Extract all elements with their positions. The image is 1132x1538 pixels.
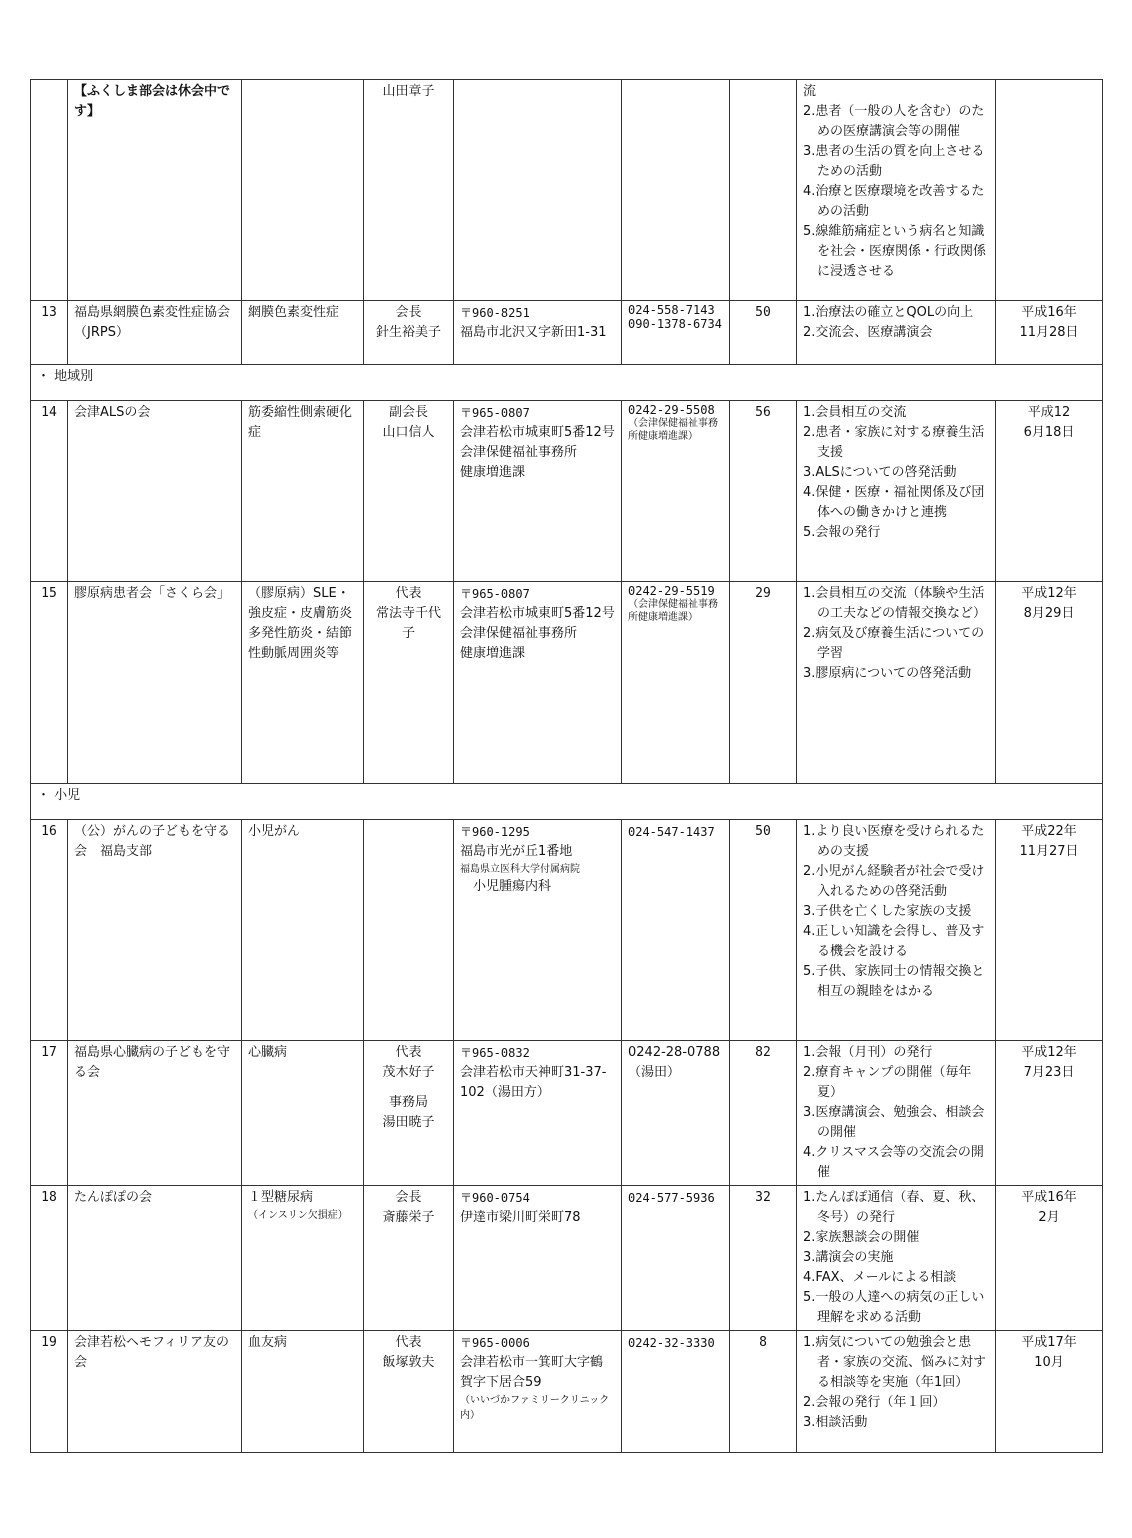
cell-founded-date [996, 1331, 1103, 1453]
cell-activities [797, 820, 996, 1041]
cell-activities [797, 1041, 996, 1186]
date-day: 8月29日 [1023, 606, 1075, 621]
phone-number: 0242-29-5508 [628, 403, 715, 417]
activity-item: 3.相談活動 [803, 1415, 868, 1430]
address-line: 福島市光が丘1番地 [460, 844, 573, 859]
address-line: 会津保健福祉事務所 [460, 626, 578, 641]
address-line: 会津若松市一箕町大字鶴賀字下居合59 [460, 1355, 604, 1390]
cell-phone [622, 1186, 730, 1331]
section-heading-region: ・ 地域別 [31, 365, 1103, 401]
cell-phone [622, 301, 730, 365]
activity-item: 4.保健・医療・福祉関係及び団体への働きかけと連携 [803, 485, 985, 520]
cell-representative [364, 401, 454, 582]
postal-code: 〒965-0807 [460, 587, 530, 601]
cell-member-count [730, 80, 797, 301]
date-year: 平成12 [1027, 405, 1071, 420]
address-line: 健康増進課 [460, 646, 526, 661]
activity-item: 1.病気についての勉強会と患者・家族の交流、悩みに対する相談等を実施（年1回） [803, 1335, 987, 1390]
cell-address [454, 80, 622, 301]
cell-number: 18 [31, 1186, 68, 1331]
activity-item: 5.子供、家族同士の情報交換と相互の親睦をはかる [803, 964, 985, 999]
activity-item: 4.クリスマス会等の交流会の開催 [803, 1145, 984, 1180]
postal-code: 〒960-8251 [460, 306, 530, 320]
activity-item: 3.講演会の実施 [803, 1250, 894, 1265]
rep-name: 茂木好子 [382, 1065, 435, 1080]
phone-note: （会津保健福祉事務所健康増進課） [628, 418, 718, 442]
cell-phone [622, 1041, 730, 1186]
date-year: 平成22年 [1021, 824, 1077, 839]
rep-title: 代表 [395, 586, 422, 601]
address-line: 福島県立医科大学付属病院 [460, 864, 580, 875]
cell-representative [364, 820, 454, 1041]
cell-address [454, 820, 622, 1041]
activity-item: 1.たんぽぽ通信（春、夏、秋、冬号）の発行 [803, 1190, 985, 1225]
cell-disease: 小児がん [242, 820, 364, 1041]
cell-activities [797, 301, 996, 365]
cell-phone [622, 1331, 730, 1453]
activity-item: 1.会報（月刊）の発行 [803, 1045, 933, 1060]
cell-number: 16 [31, 820, 68, 1041]
activity-item: 3.患者の生活の質を向上させるための活動 [803, 144, 985, 179]
cell-activities [797, 401, 996, 582]
activity-item: 2.病気及び療養生活についての学習 [803, 626, 985, 661]
postal-code: 〒965-0832 [460, 1046, 530, 1060]
table-row [31, 301, 1103, 365]
cell-founded-date [996, 820, 1103, 1041]
rep-name: 針生裕美子 [375, 325, 441, 340]
cell-group-name: 福島県心臓病の子どもを守る会 [68, 1041, 242, 1186]
activity-item: 2.会報の発行（年１回） [803, 1395, 946, 1410]
activity-item: 1.治療法の確立とQOLの向上 [803, 305, 974, 320]
date-year: 平成16年 [1021, 305, 1077, 320]
patient-groups-table [30, 79, 1103, 1453]
cell-disease: 筋委縮性側索硬化症 [242, 401, 364, 582]
cell-founded-date [996, 1041, 1103, 1186]
cell-address [454, 582, 622, 784]
activity-item: 1.会員相互の交流（体験や生活の工夫などの情報交換など） [803, 586, 987, 621]
cell-number: 17 [31, 1041, 68, 1186]
cell-representative [364, 301, 454, 365]
cell-group-name: 【ふくしま部会は休会中です】 [68, 80, 242, 301]
cell-representative [364, 582, 454, 784]
activity-item: 2.交流会、医療講演会 [803, 325, 933, 340]
rep-name: 斎藤栄子 [382, 1210, 435, 1225]
table-row-continued [31, 80, 1103, 301]
cell-founded-date [996, 80, 1103, 301]
cell-phone [622, 80, 730, 301]
address-line: （いいづかファミリークリニック内） [460, 1395, 610, 1421]
cell-disease: 心臓病 [242, 1041, 364, 1186]
cell-activities [797, 80, 996, 301]
table-row [31, 1041, 1103, 1186]
postal-code: 〒965-0006 [460, 1336, 530, 1350]
cell-address [454, 1186, 622, 1331]
cell-activities [797, 582, 996, 784]
cell-address [454, 401, 622, 582]
cell-representative [364, 1186, 454, 1331]
activity-item: 4.FAX、メールによる相談 [803, 1270, 957, 1285]
address-line: 会津若松市天神町31-37-102（湯田方） [460, 1065, 607, 1100]
cell-address [454, 1331, 622, 1453]
cell-founded-date [996, 301, 1103, 365]
cell-number: 14 [31, 401, 68, 582]
cell-member-count: 29 [730, 582, 797, 784]
rep-name: 湯田暁子 [382, 1115, 435, 1130]
address-line: 福島市北沢又字新田1-31 [460, 325, 607, 340]
phone-number: 090-1378-6734 [628, 317, 722, 331]
date-day: 2月 [1038, 1210, 1060, 1225]
date-day: 11月27日 [1019, 844, 1079, 859]
rep-title: 会長 [395, 305, 422, 320]
activity-item: 3.医療講演会、勉強会、相談会の開催 [803, 1105, 985, 1140]
date-day: 10月 [1034, 1355, 1064, 1370]
cell-representative [364, 1331, 454, 1453]
disease-note: （インスリン欠損症） [248, 1210, 348, 1221]
cell-member-count: 82 [730, 1041, 797, 1186]
activity-item: 2.患者・家族に対する療養生活支援 [803, 425, 985, 460]
cell-member-count: 56 [730, 401, 797, 582]
cell-activities [797, 1331, 996, 1453]
cell-number: 15 [31, 582, 68, 784]
rep-name: 飯塚敦夫 [382, 1355, 435, 1370]
postal-code: 〒960-0754 [460, 1191, 530, 1205]
rep-name: 常法寺千代子 [375, 606, 441, 641]
activity-item: 1.会員相互の交流 [803, 405, 907, 420]
date-year: 平成17年 [1021, 1335, 1077, 1350]
cell-phone [622, 582, 730, 784]
cell-member-count: 50 [730, 820, 797, 1041]
rep-title: 事務局 [388, 1095, 428, 1110]
cell-phone [622, 401, 730, 582]
phone-note: （会津保健福祉事務所健康増進課） [628, 599, 718, 623]
date-day: 11月28日 [1019, 325, 1079, 340]
cell-group-name: 福島県網膜色素変性症協会（JRPS） [68, 301, 242, 365]
date-year: 平成16年 [1021, 1190, 1077, 1205]
activity-item: 流 [803, 84, 817, 99]
table-row [31, 1331, 1103, 1453]
rep-name: 山口信人 [382, 425, 435, 440]
section-row [31, 365, 1103, 401]
phone-number: 024-577-5936 [628, 1191, 715, 1205]
activity-item: 5.会報の発行 [803, 525, 881, 540]
cell-group-name: （公）がんの子どもを守る会 福島支部 [68, 820, 242, 1041]
cell-group-name: 会津ALSの会 [68, 401, 242, 582]
activity-item: 4.正しい知識を会得し、普及する機会を設ける [803, 924, 985, 959]
table-row [31, 820, 1103, 1041]
table-row [31, 582, 1103, 784]
phone-number: 0242-28-0788（湯田） [628, 1045, 721, 1080]
address-line: 小児腫瘍内科 [460, 879, 552, 894]
cell-member-count: 8 [730, 1331, 797, 1453]
address-line: 伊達市梁川町栄町78 [460, 1210, 581, 1225]
activity-item: 3.子供を亡くした家族の支援 [803, 904, 972, 919]
section-row [31, 784, 1103, 820]
address-line: 会津若松市城東町5番12号 [460, 606, 615, 621]
cell-number: 19 [31, 1331, 68, 1453]
cell-group-name: 膠原病患者会「さくら会」 [68, 582, 242, 784]
rep-title: 会長 [395, 1190, 422, 1205]
cell-founded-date [996, 582, 1103, 784]
section-heading-children: ・ 小児 [31, 784, 1103, 820]
date-year: 平成12年 [1021, 1045, 1077, 1060]
rep-title: 副会長 [388, 405, 428, 420]
cell-founded-date [996, 401, 1103, 582]
cell-disease [242, 1186, 364, 1331]
cell-number: 13 [31, 301, 68, 365]
activity-item: 2.家族懇談会の開催 [803, 1230, 920, 1245]
activity-item: 1.より良い医療を受けられるための支援 [803, 824, 985, 859]
activity-item: 3.膠原病についての啓発活動 [803, 666, 972, 681]
postal-code: 〒965-0807 [460, 406, 530, 420]
cell-disease: （膠原病）SLE・強皮症・皮膚筋炎 多発性筋炎・結節性動脈周囲炎等 [242, 582, 364, 784]
table-row [31, 401, 1103, 582]
postal-code: 〒960-1295 [460, 825, 530, 839]
cell-member-count: 50 [730, 301, 797, 365]
cell-activities [797, 1186, 996, 1331]
address-line: 会津保健福祉事務所 [460, 445, 578, 460]
address-line: 会津若松市城東町5番12号 [460, 425, 615, 440]
cell-phone [622, 820, 730, 1041]
cell-representative: 山田章子 [364, 80, 454, 301]
cell-representative [364, 1041, 454, 1186]
cell-disease [242, 80, 364, 301]
cell-group-name: たんぽぽの会 [68, 1186, 242, 1331]
date-year: 平成12年 [1021, 586, 1077, 601]
phone-number: 0242-32-3330 [628, 1336, 715, 1350]
activity-item: 4.治療と医療環境を改善するための活動 [803, 184, 985, 219]
date-day: 7月23日 [1023, 1065, 1075, 1080]
phone-number: 024-547-1437 [628, 825, 715, 839]
rep-title: 代表 [395, 1045, 422, 1060]
cell-founded-date [996, 1186, 1103, 1331]
table-row [31, 1186, 1103, 1331]
activity-item: 3.ALSについての啓発活動 [803, 465, 957, 480]
cell-disease: 網膜色素変性症 [242, 301, 364, 365]
cell-disease: 血友病 [242, 1331, 364, 1453]
activity-item: 5.線維筋痛症という病名と知識を社会・医療関係・行政関係に浸透させる [803, 224, 987, 279]
activity-item: 2.療育キャンプの開催（毎年夏） [803, 1065, 972, 1100]
date-day: 6月18日 [1023, 425, 1075, 440]
cell-address [454, 1041, 622, 1186]
rep-title: 代表 [395, 1335, 422, 1350]
cell-number [31, 80, 68, 301]
phone-number: 0242-29-5519 [628, 584, 715, 598]
phone-number: 024-558-7143 [628, 303, 715, 317]
activity-item: 5.一般の人達への病気の正しい理解を求める活動 [803, 1290, 985, 1325]
activity-item: 2.小児がん経験者が社会で受け入れるための啓発活動 [803, 864, 985, 899]
activity-item: 2.患者（一般の人を含む）のための医療講演会等の開催 [803, 104, 985, 139]
address-line: 健康増進課 [460, 465, 526, 480]
cell-group-name: 会津若松ヘモフィリア友の会 [68, 1331, 242, 1453]
cell-member-count: 32 [730, 1186, 797, 1331]
cell-address [454, 301, 622, 365]
disease-name: １型糖尿病 [248, 1190, 314, 1205]
